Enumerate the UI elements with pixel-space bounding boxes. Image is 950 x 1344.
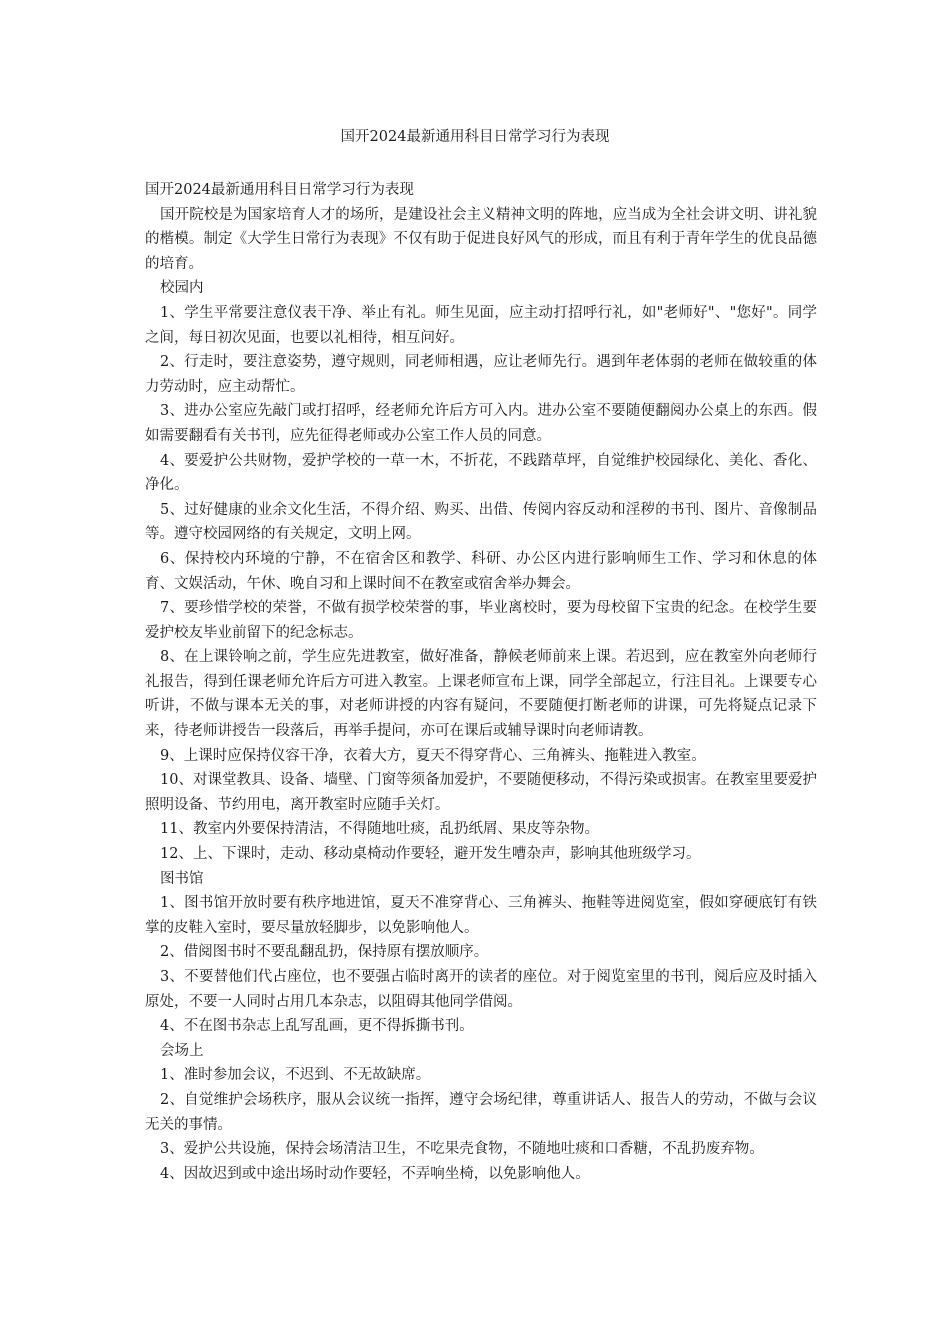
paragraph: 4、不在图书杂志上乱写乱画，更不得拆撕书刊。 <box>160 1018 474 1035</box>
paragraph: 2、借阅图书时不要乱翻乱扔，保持原有摆放顺序。 <box>160 944 489 961</box>
paragraph: 5、过好健康的业余文化生活，不得介绍、购买、出借、传阅内容反动和淫秽的书刊、图片、音像制品等。遵守校园网络的有关规定，文明上网。 <box>145 501 817 543</box>
section-heading-library: 图书馆 <box>160 870 204 887</box>
paragraph: 4、要爱护公共财物，爱护学校的一草一木，不折花，不践踏草坪，自觉维护校园绿化、美化、香化、净化。 <box>145 452 817 494</box>
document-body <box>145 178 817 1186</box>
paragraph: 12、上、下课时，走动、移动桌椅动作要轻，避开发生嘈杂声，影响其他班级学习。 <box>160 846 701 863</box>
section-heading-meeting: 会场上 <box>160 1042 204 1059</box>
paragraph: 4、因故迟到或中途出场时动作要轻，不弄响坐椅，以免影响他人。 <box>160 1165 590 1182</box>
paragraph: 7、要珍惜学校的荣誉，不做有损学校荣誉的事，毕业离校时，要为母校留下宝贵的纪念。在校学生要爱护校友毕业前留下的纪念标志。 <box>145 600 817 641</box>
paragraph: 9、上课时应保持仪容干净，衣着大方，夏天不得穿背心、三角裤头、拖鞋进入教室。 <box>160 747 706 764</box>
paragraph: 2、行走时，要注意姿势，遵守规则，同老师相遇，应让老师先行。遇到年老体弱的老师在做较重的体力劳动时，应主动帮忙。 <box>145 354 817 395</box>
paragraph: 1、学生平常要注意仪表干净、举止有礼。师生见面，应主动打招呼行礼，如"老师好"、"您好"。同学之间，每日初次见面，也要以礼相待，相互问好。 <box>145 304 817 346</box>
paragraph: 6、保持校内环境的宁静，不在宿舍区和教学、科研、办公区内进行影响师生工作、学习和休息的体育、文娱活动，午休、晚自习和上课时间不在教室或宿舍举办舞会。 <box>145 550 817 592</box>
paragraph: 3、爱护公共设施，保持会场清洁卫生，不吃果壳食物，不随地吐痰和口香糖，不乱扔废弃物。 <box>160 1141 764 1158</box>
section-heading-campus: 校园内 <box>160 280 204 297</box>
paragraph: 3、不要替他们代占座位，也不要强占临时离开的读者的座位。对于阅览室里的书刊，阅后应及时插入原处，不要一人同时占用几本杂志，以阻碍其他同学借阅。 <box>145 969 817 1010</box>
paragraph: 1、准时参加会议，不迟到、不无故缺席。 <box>160 1067 431 1084</box>
paragraph: 1、图书馆开放时要有秩序地进馆，夏天不准穿背心、三角裤头、拖鞋等进阅览室，假如穿硬底钉有铁掌的皮鞋入室时，要尽量放轻脚步，以免影响他人。 <box>145 895 817 936</box>
paragraph: 2、自觉维护会场秩序，服从会议统一指挥，遵守会场纪律，尊重讲话人、报告人的劳动，不做与会议无关的事情。 <box>145 1091 817 1133</box>
paragraph: 11、教室内外要保持清洁，不得随地吐痰，乱扔纸屑、果皮等杂物。 <box>160 821 599 838</box>
document-subtitle: 国开2024最新通用科目日常学习行为表现 <box>145 182 414 198</box>
page-title: 国开2024最新通用科目日常学习行为表现 <box>340 129 610 145</box>
intro-paragraph: 国开院校是为国家培育人才的场所，是建设社会主义精神文明的阵地，应当成为全社会讲文明、讲礼貌的楷模。制定《大学生日常行为表现》不仅有助于促进良好风气的形成，而且有利于青年学生的优良品德的培育。 <box>145 206 817 272</box>
paragraph: 10、对课堂教具、设备、墙壁、门窗等须备加爱护，不要随便移动，不得污染或损害。在教室里要爱护照明设备、节约用电，离开教室时应随手关灯。 <box>145 772 817 813</box>
paragraph: 3、进办公室应先敲门或打招呼，经老师允许后方可入内。进办公室不要随便翻阅办公桌上的东西。假如需要翻看有关书刊，应先征得老师或办公室工作人员的同意。 <box>145 403 817 444</box>
paragraph: 8、在上课铃响之前，学生应先进教室，做好准备，静候老师前来上课。若迟到，应在教室外向老师行礼报告，得到任课老师允许后方可进入教室。上课老师宣布上课，同学全部起立，行注目礼。上课要专心听讲，不做与课本无关的事，对老师讲授的内容有疑问，不要随便打断老师的讲课，可先将疑点记录下来，待老师讲授告一段落后，再举手提问，亦可在课后或辅导课时向老师请教。 <box>145 649 817 740</box>
